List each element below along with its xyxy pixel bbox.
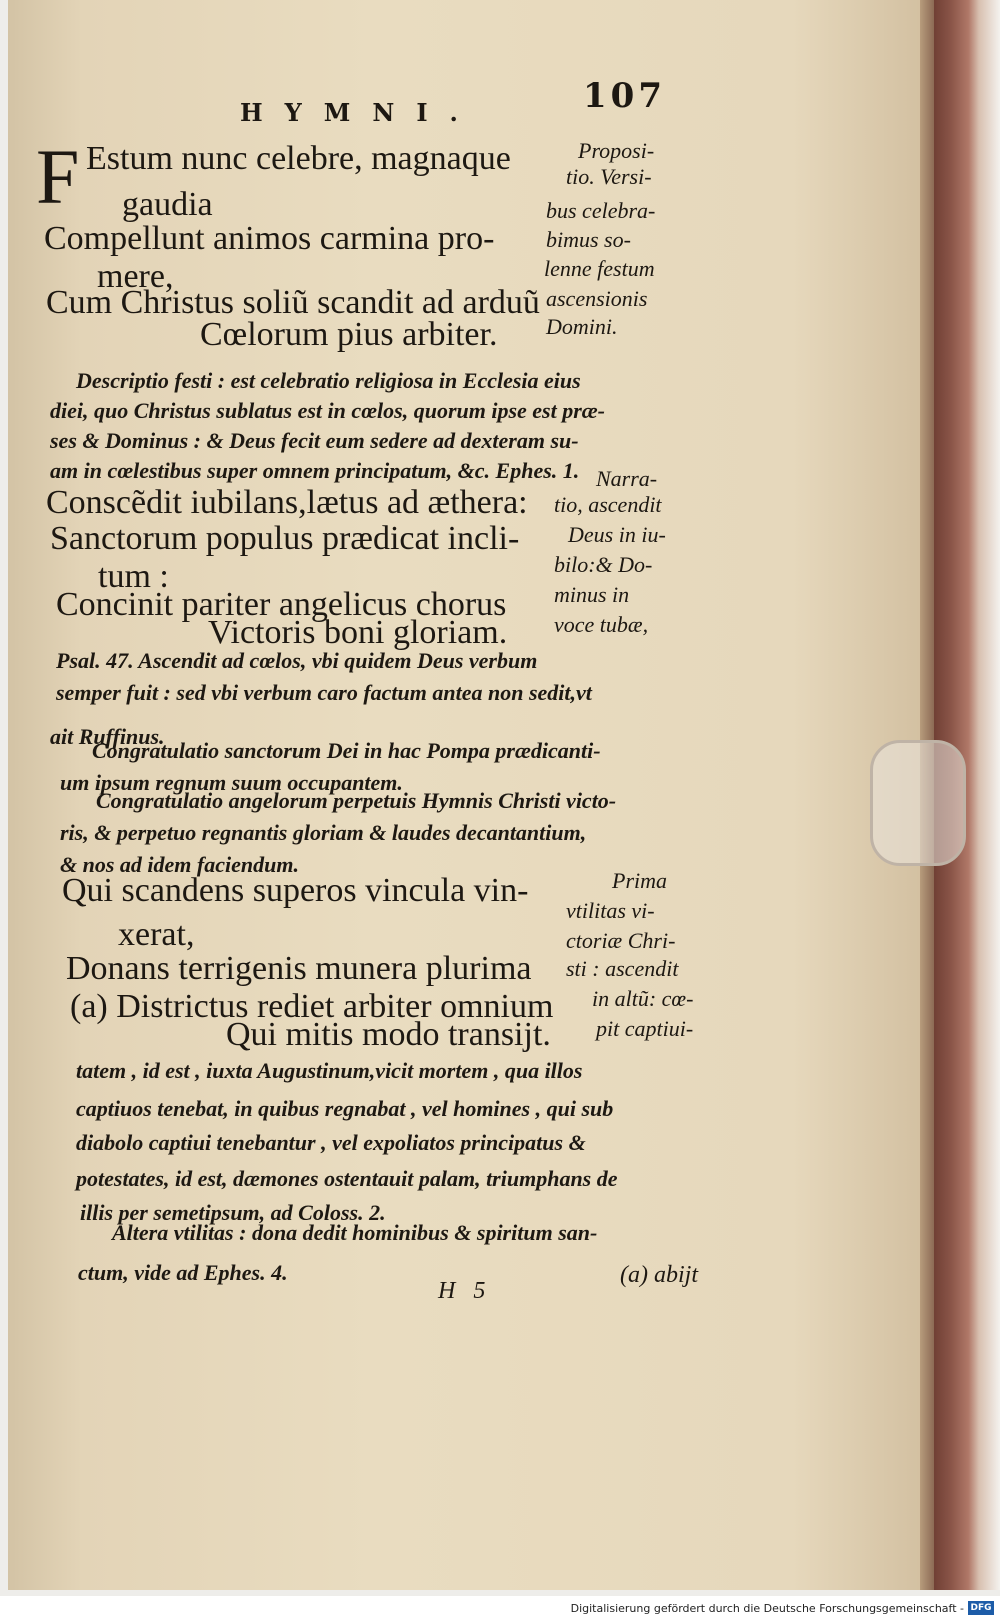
page-number: 107 bbox=[583, 76, 666, 116]
verse-line: Compellunt animos carmina pro- bbox=[44, 220, 495, 257]
verse-line: tum : bbox=[98, 558, 169, 595]
catchword: (a) abijt bbox=[620, 1262, 698, 1288]
commentary-line: Congratulatio angelorum perpetuis Hymnis Christi victo- bbox=[96, 788, 617, 813]
verse-line: Donans terrigenis munera plurima bbox=[66, 950, 532, 987]
commentary-line: semper fuit : sed vbi verbum caro factum antea non sedit,vt bbox=[56, 680, 592, 705]
margin-note: ascensionis bbox=[546, 286, 648, 311]
verse-line: Sanctorum populus prædicat incli- bbox=[50, 520, 520, 557]
margin-note: Domini. bbox=[546, 314, 618, 339]
running-head: HYMNI. bbox=[240, 98, 480, 127]
verse-line: Concinit pariter angelicus chorus bbox=[56, 586, 507, 623]
margin-note: in altũ: cœ- bbox=[592, 986, 694, 1011]
commentary-line: ris, & perpetuo regnantis gloriam & laudes decantantium, bbox=[60, 820, 587, 845]
margin-note: Narra- bbox=[596, 466, 658, 491]
margin-note: Deus in iu- bbox=[568, 522, 666, 547]
verse-line: (a) Districtus rediet arbiter omnium bbox=[70, 988, 554, 1025]
margin-note: Proposi- bbox=[578, 138, 655, 163]
margin-note: Prima bbox=[612, 868, 667, 893]
commentary-line: illis per semetipsum, ad Coloss. 2. bbox=[80, 1200, 386, 1225]
drop-initial: F bbox=[36, 133, 80, 220]
commentary-line: tatem , id est , iuxta Augustinum,vicit mortem , qua illos bbox=[76, 1058, 583, 1083]
margin-note: vtilitas vi- bbox=[566, 898, 655, 923]
commentary-line: ait Ruffinus. bbox=[50, 724, 165, 749]
margin-note: tio, ascendit bbox=[554, 492, 662, 517]
commentary-line: ses & Dominus : & Deus fecit eum sedere ad dexteram su- bbox=[50, 428, 579, 453]
commentary-line: ctum, vide ad Ephes. 4. bbox=[78, 1260, 288, 1285]
verse-line: Qui mitis modo transijt. bbox=[226, 1016, 551, 1053]
verse-line: Qui scandens superos vincula vin- bbox=[62, 872, 529, 909]
signature-mark: H 5 bbox=[438, 1278, 492, 1304]
verse-line: Estum nunc celebre, magnaque bbox=[86, 140, 511, 177]
commentary-line: potestates, id est, dæmones ostentauit palam, triumphans de bbox=[76, 1166, 618, 1191]
margin-note: bus celebra- bbox=[546, 198, 656, 223]
verse-line: mere, bbox=[97, 258, 174, 295]
verse-line: Cum Christus soliũ scandit ad arduũ bbox=[46, 284, 540, 321]
dfg-logo: DFG bbox=[968, 1601, 994, 1615]
margin-note: ctoriæ Chri- bbox=[566, 928, 676, 953]
margin-note: sti : ascendit bbox=[566, 956, 679, 981]
margin-note: bilo:& Do- bbox=[554, 552, 653, 577]
commentary-line: am in cœlestibus super omnem principatum, &c. Ephes. 1. bbox=[50, 458, 580, 483]
commentary-line: diei, quo Christus sublatus est in cœlos, quorum ipse est præ- bbox=[50, 398, 606, 423]
verse-line: Conscẽdit iubilans,lætus ad æthera: bbox=[46, 484, 528, 521]
verse-line: Victoris boni gloriam. bbox=[208, 614, 508, 651]
commentary-line: diabolo captiui tenebantur , vel expoliatos principatus & bbox=[76, 1130, 586, 1155]
margin-note: tio. Versi- bbox=[566, 164, 652, 189]
margin-note: pit captiui- bbox=[596, 1016, 694, 1041]
margin-note: minus in bbox=[554, 582, 630, 607]
verse-line: xerat, bbox=[118, 916, 195, 953]
commentary-line: Congratulatio sanctorum Dei in hac Pompa prædicanti- bbox=[92, 738, 601, 763]
margin-note: voce tubæ, bbox=[554, 612, 649, 637]
margin-note: bimus so- bbox=[546, 227, 631, 252]
commentary-line: Psal. 47. Ascendit ad cœlos, vbi quidem Deus verbum bbox=[56, 648, 538, 673]
verse-line: Cœlorum pius arbiter. bbox=[200, 316, 498, 353]
margin-note: lenne festum bbox=[544, 256, 655, 281]
page-clip bbox=[870, 740, 966, 866]
commentary-line: Descriptio festi : est celebratio religiosa in Ecclesia eius bbox=[76, 368, 581, 393]
commentary-line: & nos ad idem faciendum. bbox=[60, 852, 299, 877]
funding-note: Digitalisierung gefördert durch die Deutsche Forschungsgemeinschaft - bbox=[570, 1602, 964, 1615]
commentary-line: Altera vtilitas : dona dedit hominibus & spiritum san- bbox=[112, 1220, 598, 1245]
commentary-line: captiuos tenebat, in quibus regnabat , vel homines , qui sub bbox=[76, 1096, 614, 1121]
commentary-line: um ipsum regnum suum occupantem. bbox=[60, 770, 403, 795]
verse-line: gaudia bbox=[122, 186, 213, 223]
